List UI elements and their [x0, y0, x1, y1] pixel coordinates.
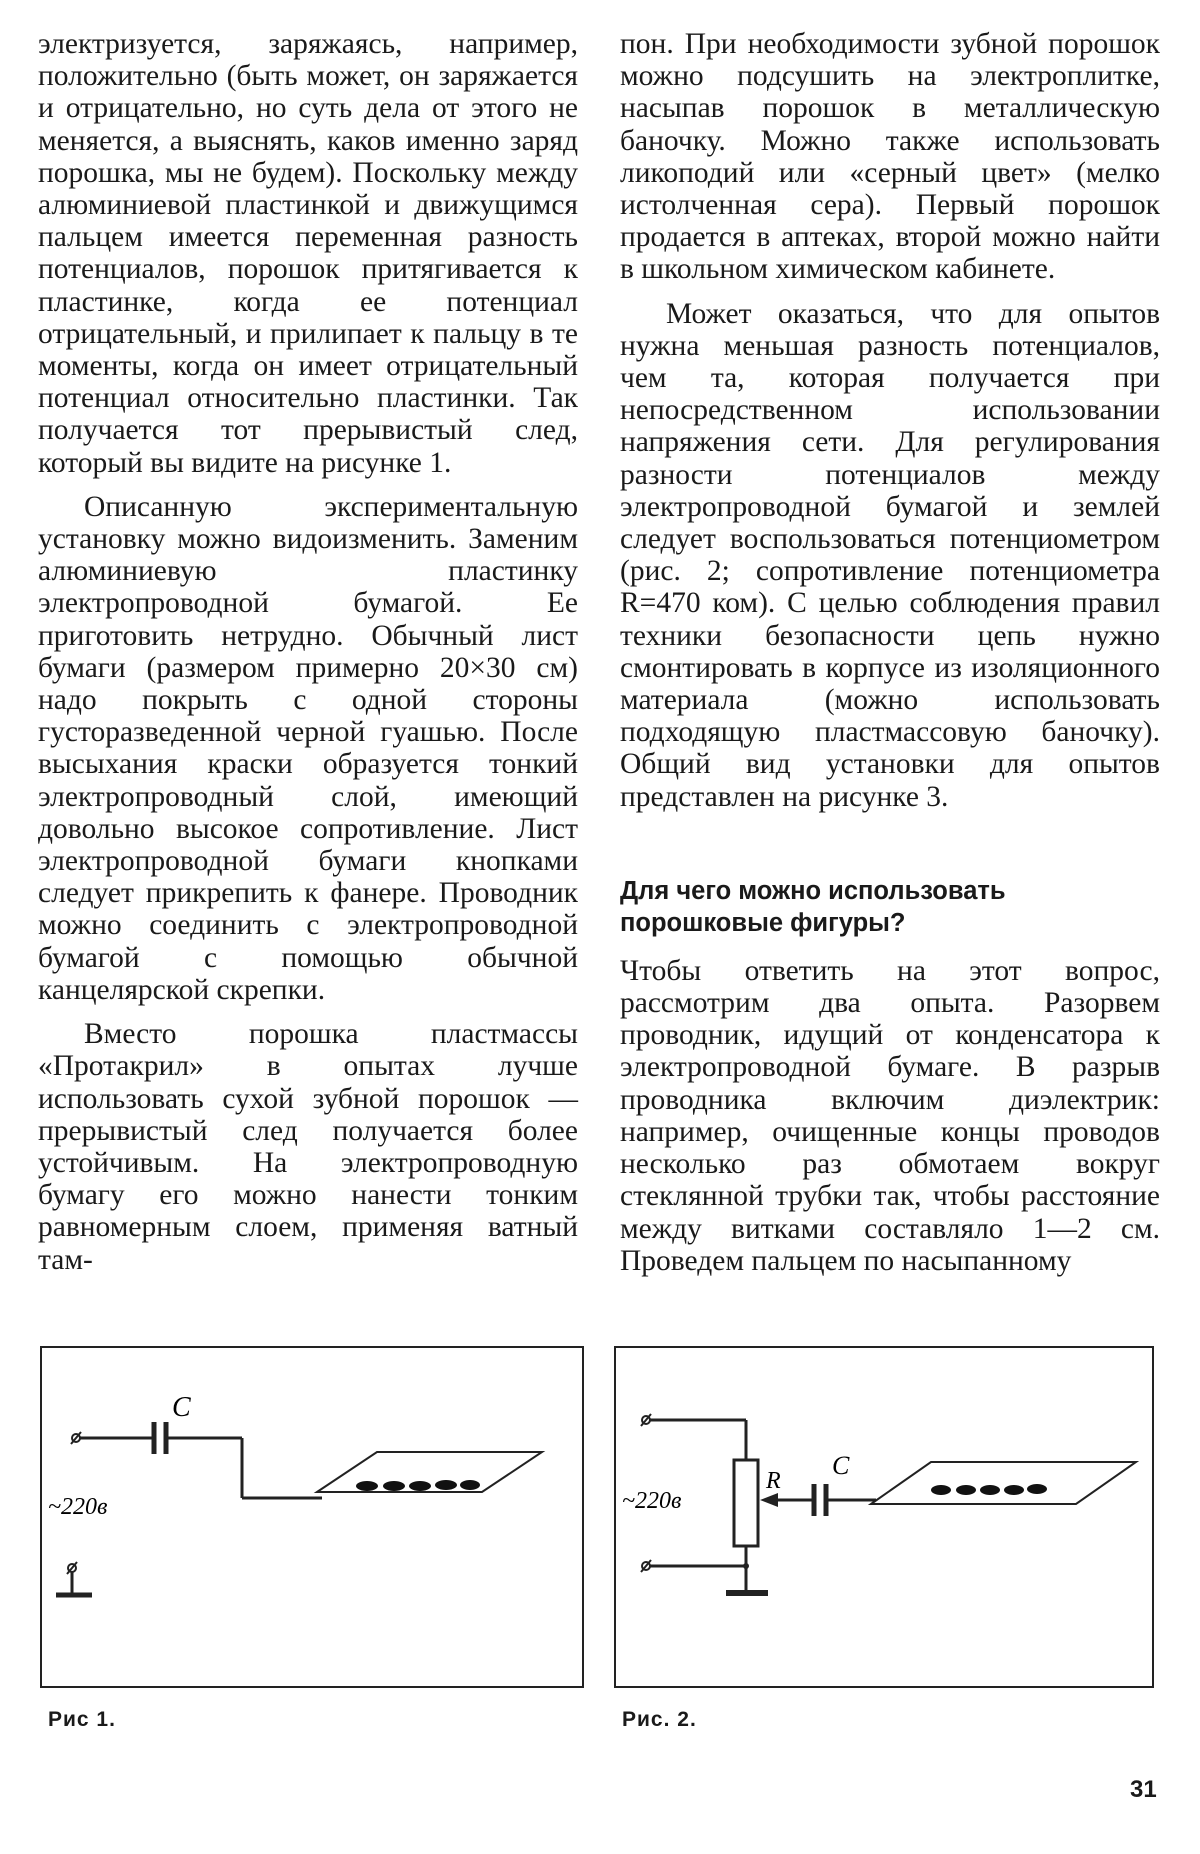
voltage-label: ~220в [622, 1488, 682, 1514]
paragraph: Может оказаться, что для опытов нужна меньшая разность потенциалов, чем та, которая получается при непосредственном использовании напряжения сети. Для регулирования разности потенциалов между электропроводной бумагой и землей следует воспользоваться потенциометром (рис. 2; сопротивление потенциометра R=470 ком). С целью соблюдения правил техники безопасности цепь нужно смонтировать в корпусе из изоляционного материала (можно использовать подходящую пластмассовую баночку). Общий вид установки для опытов представлен на рисунке 3. [620, 297, 1160, 813]
paragraph: пон. При необходимости зубной порошок можно подсушить на электроплитке, насыпав порошок в металлическую баночку. Можно также использовать ликоподий или «серный цвет» (мелко истолченная сера). Первый порошок продается в аптеках, второй можно найти в школьном химическом кабинете. [620, 28, 1160, 286]
figure-1-caption: Рис 1. [48, 1708, 116, 1731]
powder-trace [931, 1484, 1047, 1495]
section-heading: Для чего можно использовать порошковые фигуры? [620, 876, 1006, 937]
capacitor-label: C [832, 1451, 850, 1480]
resistor-label: R [766, 1468, 781, 1494]
paper-plate [871, 1462, 1136, 1504]
paragraph: Чтобы ответить на этот вопрос, рассмотрим два опыта. Разорвем проводник, идущий от конденсатора к электропроводной бумаге. В разрыв проводника включим диэлектрик: например, очищенные концы проводов несколько раз обмотаем вокруг стеклянной трубки так, чтобы расстояние между витками составляло 1—2 см. Проведем пальцем по насыпанному [620, 954, 1160, 1277]
paragraph: Вместо порошка пластмассы «Протакрил» в опытах лучше использовать сухой зубной порошок — прерывистый след получается более устойчивым. На электропроводную бумагу его можно нанести тонким равномерным слоем, применяя ватный там- [38, 1018, 578, 1276]
figure-1-diagram [42, 1348, 586, 1690]
figure-1-circuit [40, 1346, 584, 1688]
page-number: 31 [1130, 1776, 1157, 1803]
capacitor-label: C [172, 1392, 191, 1423]
figure-2-circuit [614, 1346, 1154, 1688]
paragraph: электризуется, заряжаясь, например, положительно (быть может, он заряжается и отрицательно, но суть дела от этого не меняется, а выяснять, каков именно заряд порошка, мы не будем). Поскольку между алюминиевой пластинкой и движущимся пальцем имеется переменная разность потенциалов, порошок притягивается к пластинке, когда ее потенциал отрицательный, и прилипает к пальцу в те моменты, когда он имеет отрицательный потенциал относительно пластинки. Так получается тот прерывистый след, который вы видите на рисунке 1. [38, 28, 578, 479]
wiper-arrow-icon [760, 1493, 778, 1507]
figure-2-caption: Рис. 2. [622, 1708, 697, 1731]
right-column [620, 28, 1160, 1289]
paragraph: Описанную экспериментальную установку можно видоизменить. Заменим алюминиевую пластинку электропроводной бумагой. Ее приготовить нетрудно. Обычный лист бумаги (размером примерно 20×30 см) надо покрыть с одной стороны густоразведенной черной гуашью. После высыхания краски образуется тонкий электропроводный слой, имеющий довольно высокое сопротивление. Лист электропроводной бумаги кнопками следует прикрепить к фанере. Проводник можно соединить с электропроводной бумагой с помощью обычной канцелярской скрепки. [38, 490, 578, 1006]
figure-2-diagram [616, 1348, 1156, 1690]
left-column [38, 28, 578, 1288]
voltage-label: ~220в [48, 1494, 108, 1520]
powder-trace [356, 1480, 480, 1491]
potentiometer-resistor [734, 1460, 758, 1546]
